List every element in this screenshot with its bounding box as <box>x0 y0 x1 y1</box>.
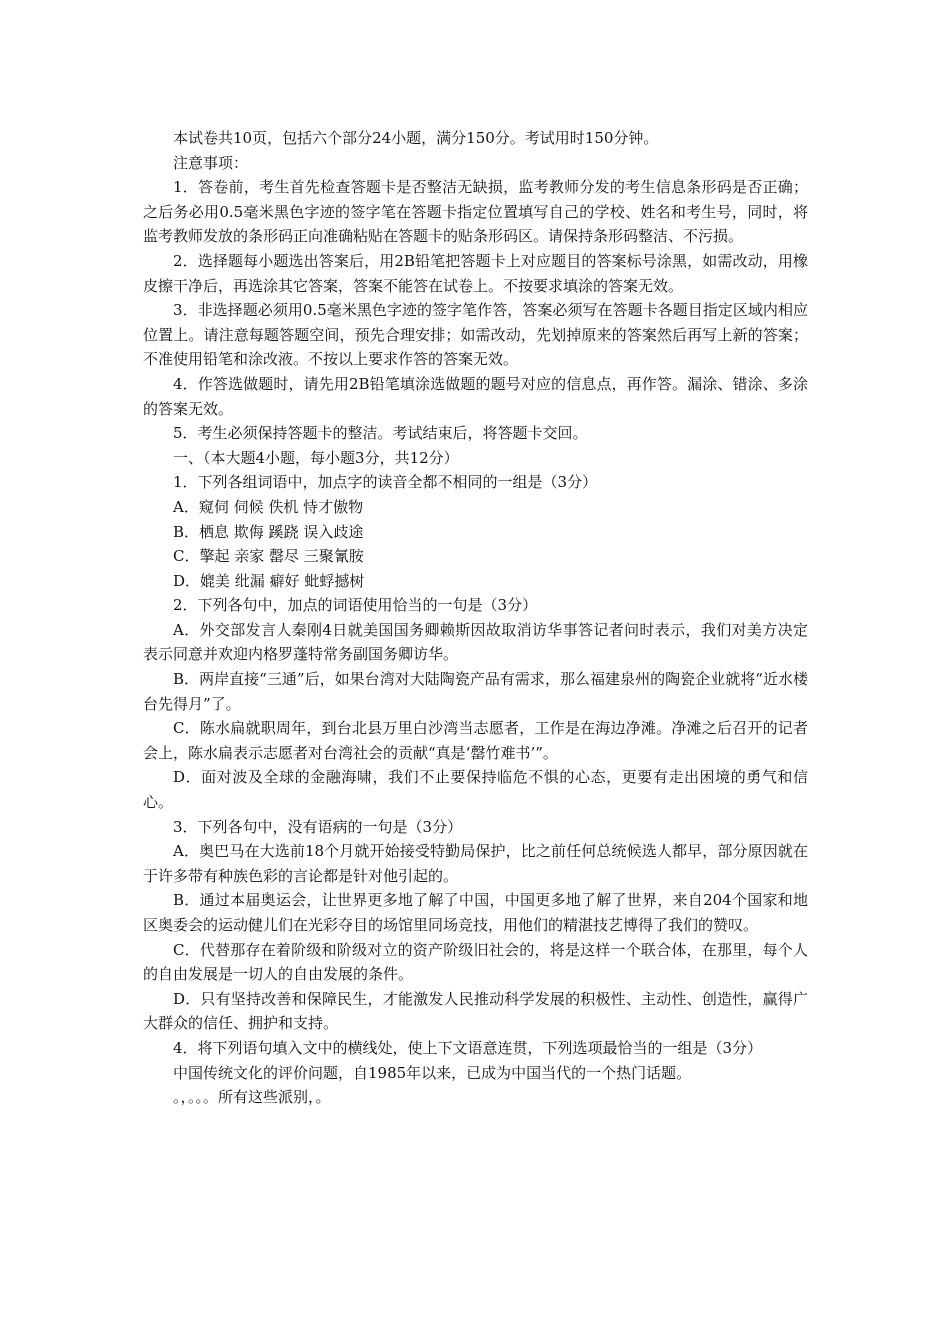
paragraph-intro: 本试卷共10页，包括六个部分24小题，满分150分。考试用时150分钟。 <box>173 129 659 147</box>
section-heading: 一、（本大题4小题，每小题3分，共12分） <box>173 448 459 467</box>
question-3-option-d: D．只有坚持改善和保障民生，才能激发人民推动科学发展的积极性、主动性、创造性，赢得广大群众的信任、拥护和支持。 <box>143 989 808 1033</box>
question-1-option-a: A．窥伺 伺候 佚机 恃才傲物 <box>173 497 364 516</box>
question-1-option-d: D．媲美 纰漏 癖好 蚍蜉撼树 <box>173 571 365 590</box>
question-4-blanks: 。，。。。所有这些派别，。 <box>173 1088 331 1107</box>
question-2-option-b: B．两岸直接“三通”后，如果台湾对大陆陶瓷产品有需求，那么福建泉州的陶瓷企业就将“近水楼台先得月”了。 <box>143 670 808 713</box>
question-3-option-b: B．通过本届奥运会，让世界更多地了解了中国，中国更多地了解了世界，来自204个国家和地区奥委会的运动健儿们在光彩夺目的场馆里同场竞技，用他们的精湛技艺博得了我们的赞叹。 <box>143 891 808 934</box>
paragraph-notice-1: 1．答卷前，考生首先检查答题卡是否整洁无缺损，监考教师分发的考生信息条形码是否正确；之后务必用0.5毫米黑色字迹的签字笔在答题卡指定位置填写自己的学校、姓名和考生号，同时，将监考教师发放的条形码正向准确粘贴在答题卡的贴条形码区。请保持条形码整洁、不污损。 <box>143 178 808 246</box>
question-1-option-c: C．擎起 亲家 罄尽 三聚氰胺 <box>173 547 364 566</box>
question-3: 3．下列各句中，没有语病的一句是（3分） <box>173 817 463 836</box>
question-1: 1．下列各组词语中，加点字的读音全都不相同的一组是（3分） <box>173 473 598 492</box>
question-3-option-c: C．代替那存在着阶级和阶级对立的资产阶级旧社会的，将是这样一个联合体，在那里，每个人的自由发展是一切人的自由发展的条件。 <box>143 940 808 984</box>
question-2: 2．下列各句中，加点的词语使用恰当的一句是（3分） <box>173 596 538 615</box>
paragraph-notice-heading: 注意事项： <box>173 153 249 172</box>
question-3-option-a: A．奥巴马在大选前18个月就开始接受特勤局保护，比之前任何总统候选人都早，部分原因就在于许多带有种族色彩的言论都是针对他引起的。 <box>143 842 808 885</box>
paragraph-notice-4: 4．作答选做题时，请先用2B铅笔填涂选做题的题号对应的信息点，再作答。漏涂、错涂、多涂的答案无效。 <box>143 374 808 418</box>
paragraph-notice-3: 3．非选择题必须用0.5毫米黑色字迹的签字笔作答，答案必须写在答题卡各题目指定区域内相应位置上。请注意每题答题空间，预先合理安排；如需改动，先划掉原来的答案然后再写上新的答案；不准使用铅笔和涂改液。不按以上要求作答的答案无效。 <box>143 301 808 369</box>
paragraph-notice-5: 5．考生必须保持答题卡的整洁。考试结束后，将答题卡交回。 <box>173 424 588 443</box>
question-2-option-c: C．陈水扁就职周年，到台北县万里白沙湾当志愿者，工作是在海边净滩。净滩之后召开的记者会上，陈水扁表示志愿者对台湾社会的贡献“真是‘罄竹难书’”。 <box>143 719 808 762</box>
question-2-option-a: A．外交部发言人秦刚4日就美国国务卿赖斯因故取消访华事答记者问时表示，我们对美方决定表示同意并欢迎内格罗蓬特常务副国务卿访华。 <box>143 620 808 664</box>
question-2-option-d: D．面对波及全球的金融海啸，我们不止要保持临危不惧的心态，更要有走出困境的勇气和信心。 <box>143 768 808 812</box>
exam-text <box>143 126 808 1110</box>
question-1-option-b: B．栖息 欺侮 蹊跷 误入歧途 <box>173 522 364 541</box>
question-4: 4．将下列语句填入文中的横线处，使上下文语意连贯，下列选项最恰当的一组是（3分） <box>173 1038 763 1057</box>
question-4-passage: 中国传统文化的评价问题，自1985年以来，已成为中国当代的一个热门话题。 <box>173 1063 692 1082</box>
paragraph-notice-2: 2．选择题每小题选出答案后，用2B铅笔把答题卡上对应题目的答案标号涂黑，如需改动，用橡皮擦干净后，再选涂其它答案，答案不能答在试卷上。不按要求填涂的答案无效。 <box>143 251 808 295</box>
